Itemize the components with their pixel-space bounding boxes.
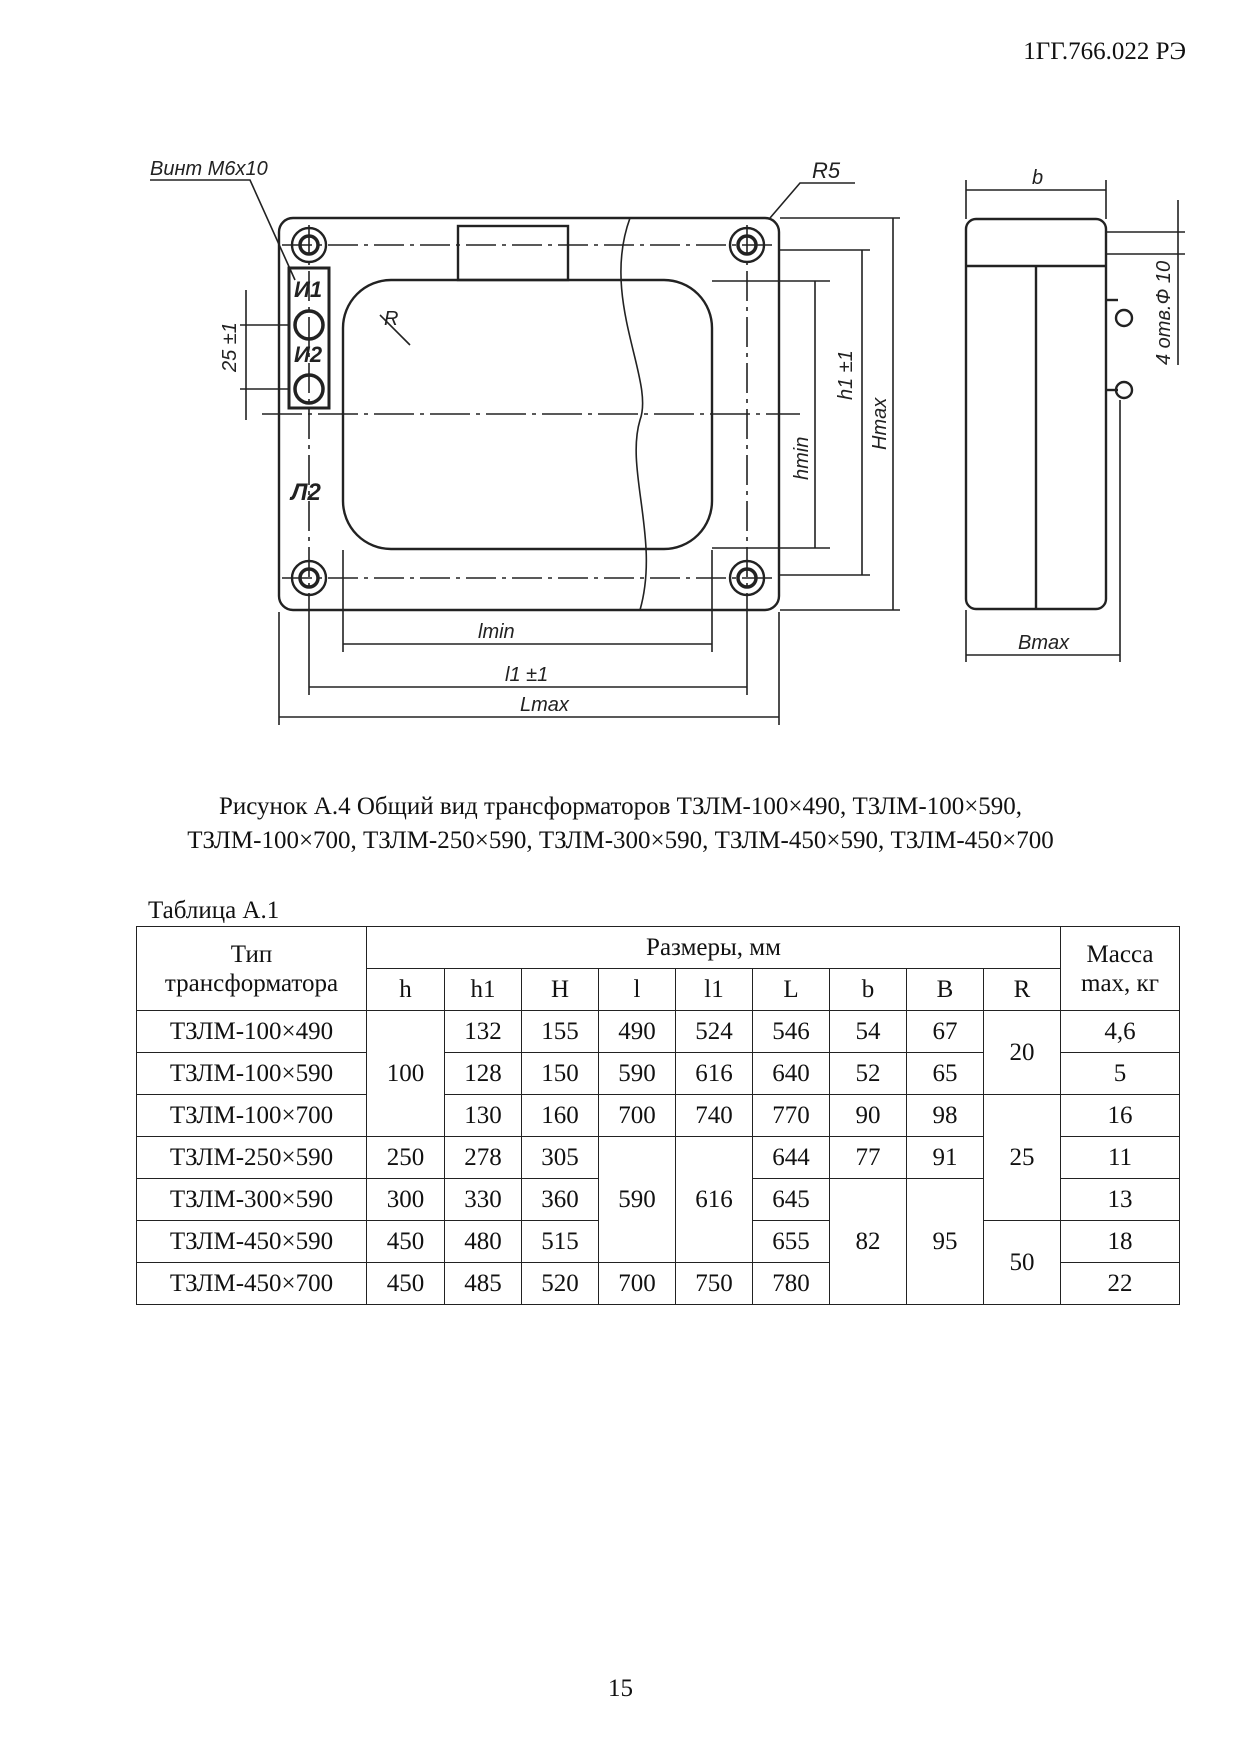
col-B: B — [907, 969, 984, 1011]
page-number: 15 — [608, 1675, 633, 1702]
label-hmax: Hmax — [869, 397, 891, 450]
label-lmin: lmin — [478, 621, 515, 643]
label-25: 25 ±1 — [219, 322, 241, 372]
header-mass: Масса max, кг — [1061, 927, 1180, 1011]
label-holes: 4 отв.Ф 10 — [1153, 260, 1175, 365]
col-l1: l1 — [676, 969, 753, 1011]
table-caption: Таблица А.1 — [148, 897, 280, 924]
label-i1: И1 — [294, 277, 323, 302]
table-row: ТЗЛМ-250×590 250 278 305 590 616 644 77 91 11 — [137, 1137, 1180, 1179]
table-header-row — [137, 927, 1180, 969]
label-i2: И2 — [294, 342, 323, 367]
label-b: b — [1032, 167, 1044, 189]
document-number: 1ГГ.766.022 РЭ — [1023, 38, 1186, 65]
specs-table — [136, 926, 1180, 1305]
header-type: Тип трансформатора — [137, 927, 367, 1011]
col-h: h — [367, 969, 445, 1011]
label-l1: l1 ±1 — [505, 664, 549, 686]
figure-caption-line1: Рисунок А.4 Общий вид трансформаторов ТЗЛМ-100×490, ТЗЛМ-100×590, — [218, 793, 1023, 820]
col-L: L — [753, 969, 830, 1011]
nameplate — [458, 226, 568, 280]
label-hmin: hmin — [791, 436, 813, 480]
label-lmax: Lmax — [520, 694, 569, 716]
figure-caption-line2: ТЗЛМ-100×700, ТЗЛМ-250×590, ТЗЛМ-300×590, ТЗЛМ-450×590, ТЗЛМ-450×700 — [187, 827, 1054, 854]
table-row: ТЗЛМ-100×700 130 160 700 740 770 90 98 25 16 — [137, 1095, 1180, 1137]
label-bmax: Bmax — [1018, 632, 1070, 654]
header-sizes: Размеры, мм — [367, 927, 1061, 969]
col-H: H — [522, 969, 599, 1011]
table-row: ТЗЛМ-450×700 450 485 520 700 750 780 22 — [137, 1263, 1180, 1305]
col-h1: h1 — [445, 969, 522, 1011]
transformer-drawing — [0, 0, 1241, 760]
table-row: ТЗЛМ-300×590 300 330 360 645 82 95 13 — [137, 1179, 1180, 1221]
label-r: R — [384, 308, 399, 330]
col-l: l — [599, 969, 676, 1011]
label-r5: R5 — [812, 158, 841, 183]
table-row: ТЗЛМ-100×590 128 150 590 616 640 52 65 5 — [137, 1053, 1180, 1095]
col-b: b — [830, 969, 907, 1011]
label-h1: h1 ±1 — [835, 350, 857, 400]
label-screw: Винт М6х10 — [150, 158, 268, 180]
table-row: ТЗЛМ-100×490 100 132 155 490 524 546 54 67 20 4,6 — [137, 1011, 1180, 1053]
col-R: R — [984, 969, 1061, 1011]
table-row: ТЗЛМ-450×590 450 480 515 655 50 18 — [137, 1221, 1180, 1263]
label-l2: Л2 — [291, 479, 321, 506]
